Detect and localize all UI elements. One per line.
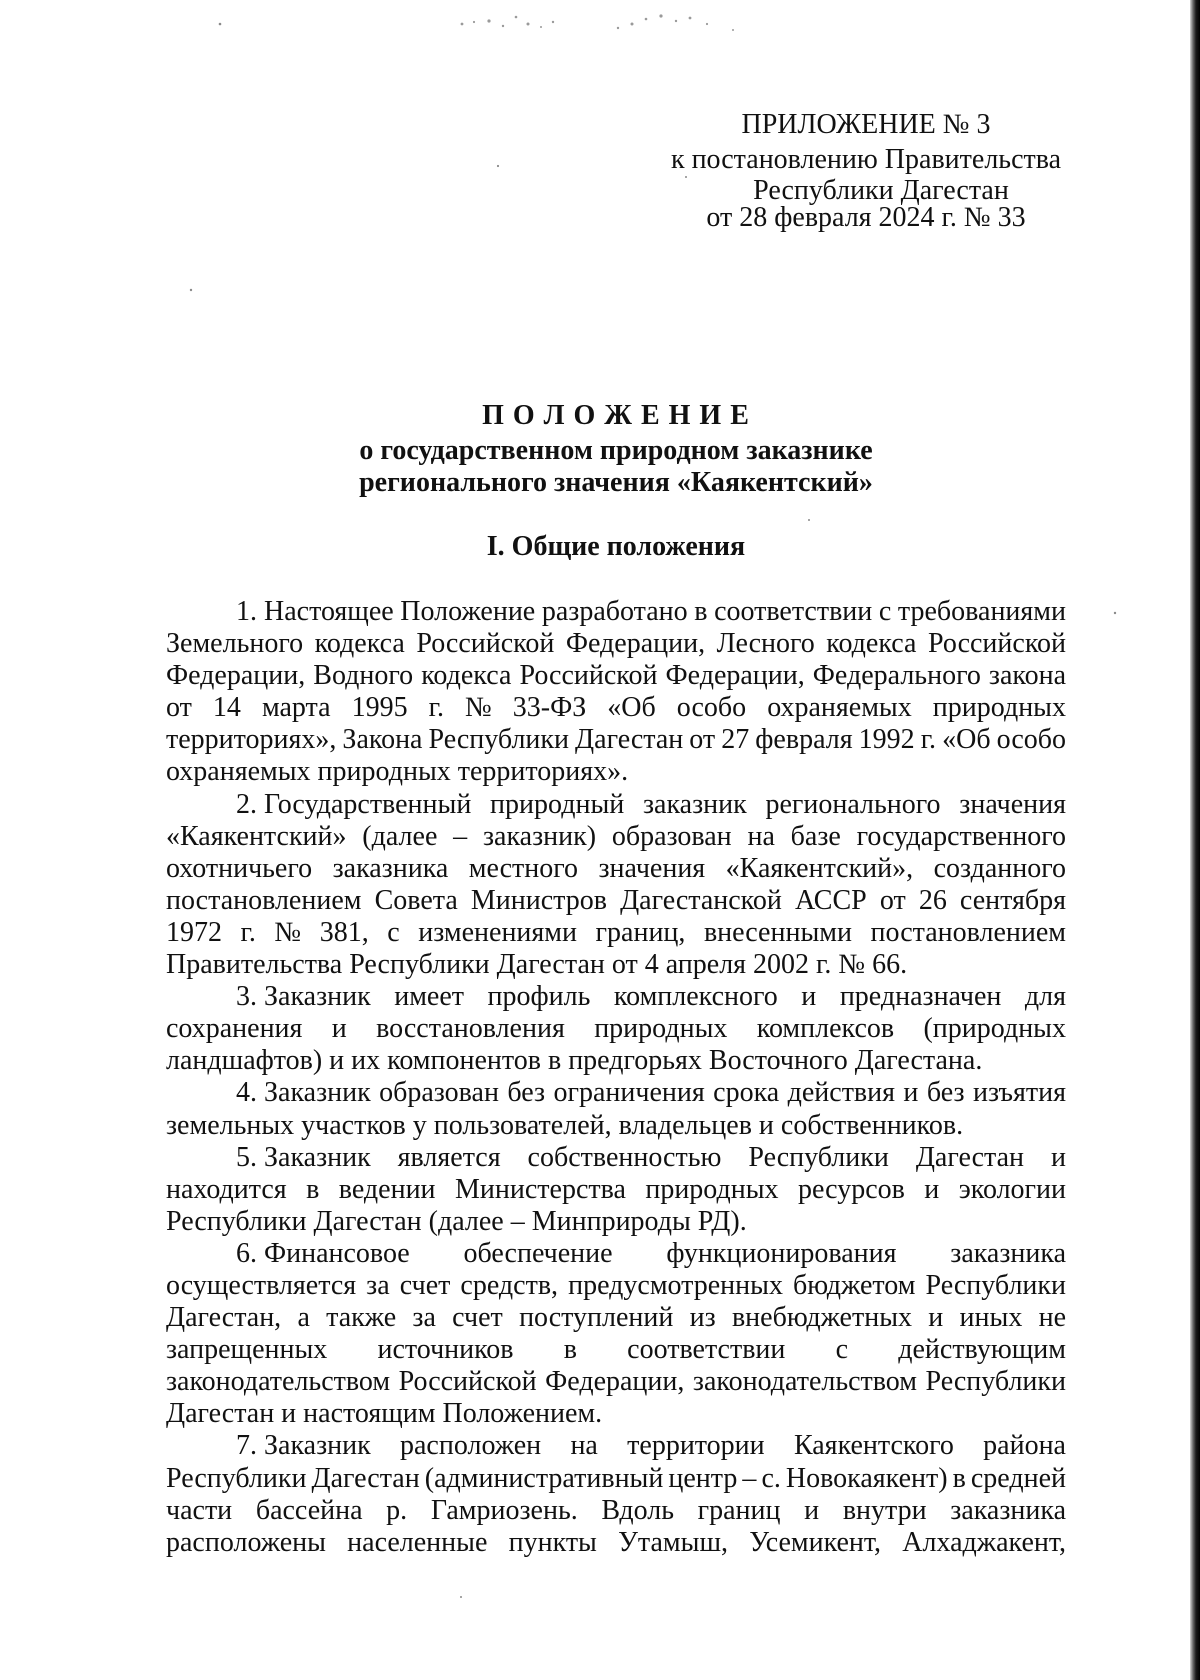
paragraph-line: находится в ведении Министерства природных ресурсов и экологии (166, 1173, 1066, 1205)
speck (617, 27, 619, 29)
paragraph-last-line: Республики Дагестан (далее – Минприроды РД). (166, 1205, 747, 1237)
paragraph-4 (166, 1077, 1066, 1141)
paragraph-last-line: ландшафтов) и их компонентов в предгорьях Восточного Дагестана. (166, 1045, 983, 1077)
paragraph-number: 1. (236, 596, 257, 627)
speck (1114, 612, 1116, 614)
document-title: П О Л О Ж Е Н И Е (482, 400, 750, 431)
paragraph-number: 3. (236, 981, 257, 1013)
speck (497, 165, 499, 167)
paragraph-line: постановлением Совета Министров Дагестанской АССР от 26 сентября (166, 884, 1066, 916)
speck (527, 23, 530, 26)
paragraph-number: 5. (236, 1141, 257, 1173)
speck (473, 21, 475, 23)
paragraph-first-line (166, 596, 1066, 628)
appendix-number: ПРИЛОЖЕНИЕ № 3 (741, 109, 991, 140)
paragraph-line-text: Финансовое обеспечение функционирования заказника (264, 1237, 1066, 1269)
paragraph-last-line: Правительства Республики Дагестан от 4 апреля 2002 г. № 66. (166, 949, 908, 981)
paragraph-line: от 14 марта 1995 г. № 33-ФЗ «Об особо охраняемых природных (166, 692, 1066, 724)
section-title: I. Общие положения (486, 531, 746, 562)
paragraph-line-text: Настоящее Положение разработано в соответствии с требованиями (264, 596, 1066, 627)
paragraph-6 (166, 1238, 1066, 1431)
paragraph-line: Федерации, Водного кодекса Российской Федерации, Федерального закона (166, 660, 1066, 692)
paragraph-line: Земельного кодекса Российской Федерации, Лесного кодекса Российской (166, 628, 1066, 660)
document-body (166, 596, 1066, 1559)
document-subtitle: о государственном природном заказнике (359, 435, 873, 466)
paragraph-7 (166, 1430, 1066, 1558)
paragraph-number: 7. (236, 1430, 257, 1462)
speck (460, 1596, 462, 1598)
paragraph-line: сохранения и восстановления природных комплексов (природных (166, 1013, 1066, 1045)
speck (219, 23, 222, 26)
paragraph-line: 1972 г. № 381, с изменениями границ, внесенными постановлением (166, 916, 1066, 948)
paragraph-line: охотничьего заказника местного значения «Каякентский», созданного (166, 852, 1066, 884)
paragraph-last-line: Дагестан и настоящим Положением. (166, 1398, 603, 1430)
paragraph-line: осуществляется за счет средств, предусмотренных бюджетом Республики (166, 1269, 1066, 1301)
paragraph-line-text: Государственный природный заказник регионального значения (264, 788, 1066, 820)
paragraph-line-text: Заказник расположен на территории Каякентского района (264, 1430, 1066, 1462)
paragraph-line: Дагестан, а также за счет поступлений из внебюджетных и иных не (166, 1302, 1066, 1334)
document-subtitle: регионального значения «Каякентский» (359, 467, 873, 498)
paragraph-first-line (166, 981, 1066, 1013)
paragraph-2 (166, 789, 1066, 982)
appendix-date: от 28 февраля 2024 г. № 33 (706, 202, 1026, 233)
speck (540, 26, 542, 28)
paragraph-first-line (166, 1238, 1066, 1270)
appendix-header (636, 0, 1096, 240)
paragraph-line: территориях», Закона Республики Дагестан от 27 февраля 1992 г. «Об особо (166, 724, 1066, 756)
paragraph-line-text: Заказник имеет профиль комплексного и предназначен для (264, 981, 1066, 1013)
speck (461, 23, 464, 26)
speck (808, 519, 810, 521)
paragraph-line: части бассейна р. Гамриозень. Вдоль границ и внутри заказника (166, 1494, 1066, 1526)
paragraph-line-text: Заказник является собственностью Республики Дагестан и (264, 1141, 1066, 1173)
paragraph-last-line: земельных участков у пользователей, владельцев и собственников. (166, 1109, 964, 1141)
paragraph-last-line: охраняемых природных территориях». (166, 756, 629, 788)
paragraph-first-line (166, 1430, 1066, 1462)
paragraph-line-text: Заказник образован без ограничения срока действия и без изъятия (264, 1077, 1066, 1109)
paragraph-line: Республики Дагестан (административный центр – с. Новокаякент) в средней (166, 1462, 1066, 1494)
speck (502, 25, 504, 27)
speck (190, 289, 192, 291)
paragraph-line: запрещенных источников в соответствии с действующим (166, 1334, 1066, 1366)
speck (515, 16, 518, 19)
paragraph-5 (166, 1142, 1066, 1238)
speck (487, 19, 490, 22)
appendix-line: Республики Дагестан (753, 175, 1009, 206)
paragraph-number: 6. (236, 1237, 257, 1269)
scan-edge (1190, 0, 1200, 1680)
paragraph-first-line (166, 1077, 1066, 1109)
paragraph-line: законодательством Российской Федерации, законодательством Республики (166, 1366, 1066, 1398)
appendix-line: к постановлению Правительства (670, 144, 1062, 175)
speck (552, 21, 554, 23)
paragraph-1 (166, 596, 1066, 789)
paragraph-number: 4. (236, 1077, 257, 1109)
paragraph-3 (166, 981, 1066, 1077)
speck (631, 23, 634, 26)
paragraph-first-line (166, 789, 1066, 821)
paragraph-line: расположены населенные пункты Утамыш, Усемикент, Алхаджакент, (166, 1526, 1066, 1558)
paragraph-line: «Каякентский» (далее – заказник) образован на базе государственного (166, 820, 1066, 852)
paragraph-first-line (166, 1142, 1066, 1174)
paragraph-number: 2. (236, 788, 257, 820)
